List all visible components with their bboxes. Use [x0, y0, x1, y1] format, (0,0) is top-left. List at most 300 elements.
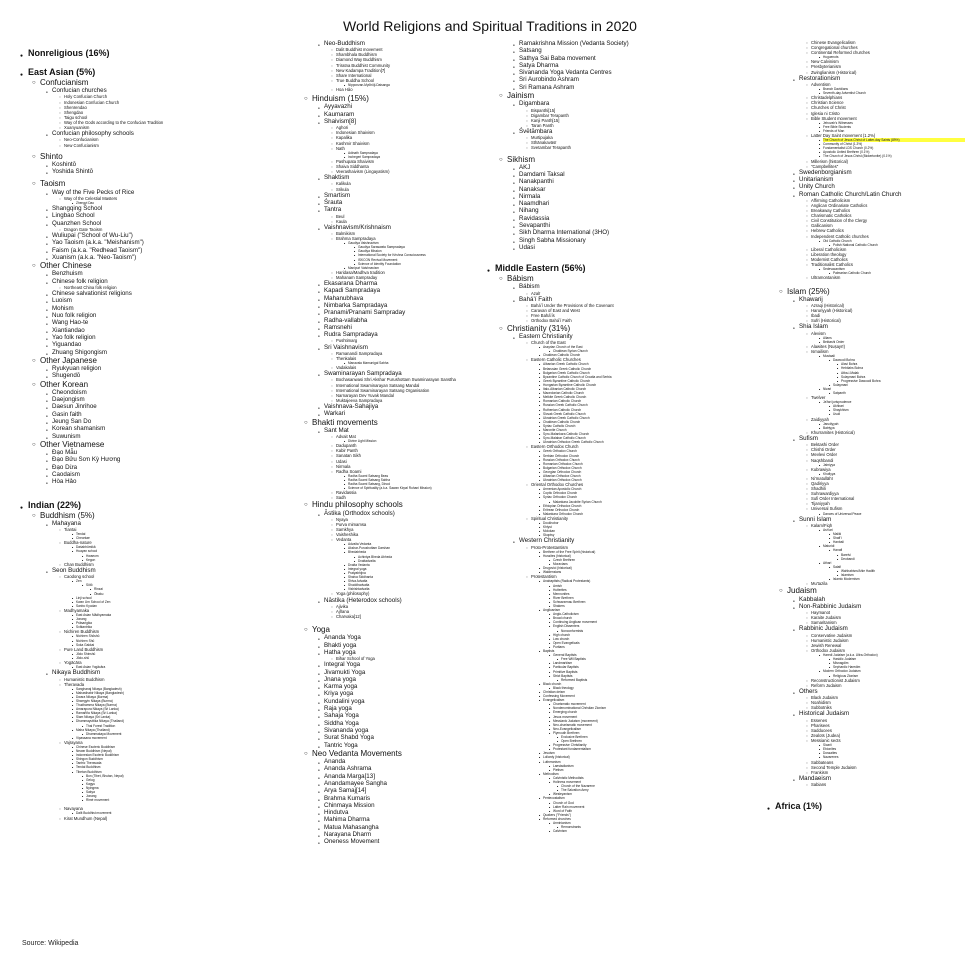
tree-leaf: ■ Shwegyin Nikaya (Burma)	[76, 699, 263, 703]
tree-leaf: ■ Russian Greek Catholic Church	[543, 403, 760, 407]
tree-leaf: ■ The Church of Jesus Christ (Bickertonite) (0.1%)	[823, 154, 965, 158]
tree-leaf: ■ Khlyst	[543, 525, 760, 529]
tree-leaf: ■ Nondenominational Christian Zionism	[553, 706, 760, 710]
tree-subitem: ○ International Swaminarayan Satsang Organisation	[336, 388, 515, 393]
tree-subitem: ○ Kabir Panth	[336, 448, 515, 453]
tree-subitem: ○ Sufri (Historical)	[811, 318, 965, 323]
tree-item: ● Hatha yoga	[324, 649, 515, 656]
tree-leaf: ■ Waldensians	[543, 570, 760, 574]
tree-leaf: ■ Anglo-Catholicism	[553, 612, 760, 616]
tree-leaf: ■ Exclusive Brethren	[561, 735, 760, 739]
tree-item: ● Confucian philosophy schools	[52, 130, 263, 137]
tree-item: ● Satsang	[519, 47, 760, 54]
tree-subitem: ○ Shenrendao	[64, 105, 263, 110]
tree-leaf: ■ Nichiren Shū	[76, 639, 263, 643]
tree-leaf: ■ Ebionites	[823, 747, 965, 751]
tree-item: ● Quanzhen School	[52, 220, 263, 227]
tree-leaf: ■ Assyrian Church of the East	[543, 345, 760, 349]
tree-leaf: ■ Akshar-Purushottam Darshan	[348, 546, 515, 550]
tree-subitem: ○ Free Baháʼís	[531, 313, 760, 318]
tree-leaf: ■ Syriac Catholic Church	[543, 424, 760, 428]
tree-leaf: ■ Bon (Tibet, Bhutan, Nepal)	[86, 774, 263, 778]
tree-leaf: ■ Molokan	[543, 529, 760, 533]
tree-item: ● Oneness Movement	[324, 838, 515, 845]
tree-leaf: ■ Jonang	[76, 617, 263, 621]
tree-subitem: ○ Dadupanth	[336, 443, 515, 448]
tree-item: ● Jivamukti Yoga	[324, 669, 515, 676]
tree-leaf: ■ Tibetan Buddhism	[76, 770, 263, 774]
tree-leaf: ■ Pratyabhijna	[348, 571, 515, 575]
tree-leaf: ■ Messianic Judaism (movement)	[553, 719, 760, 723]
tree-subitem: ○ Spiritual Christianity	[531, 516, 760, 521]
tree-item: ● Shaktism	[324, 174, 515, 181]
tree-branch: ○ Other Japanese	[40, 356, 263, 365]
tree-leaf: ■ Vipassana movement	[76, 736, 263, 740]
tree-subitem: ○ Indonesian Shaivism	[336, 130, 515, 135]
tree-leaf: ■ Free Will Baptists	[561, 657, 760, 661]
tree-leaf: ■ Maturidi	[823, 544, 965, 548]
tree-branch: ○ Confucianism	[40, 78, 263, 87]
tree-leaf: ■ Barelvi	[841, 553, 965, 557]
tree-branch: ○ Other Korean	[40, 380, 263, 389]
tree-item: ● Śvētāmbara	[519, 128, 760, 135]
tree-leaf: ■ Anglicanism	[543, 608, 760, 612]
tree-item: ● Korean shamanism	[52, 425, 263, 432]
tree-leaf: ■ Hwaeom	[86, 554, 263, 558]
tree-leaf: ■ Alavi Bohra	[841, 362, 965, 366]
tree-leaf: ■ Chinese Esoteric Buddhism	[76, 745, 263, 749]
tree-item: ● Baháʼí Faith	[519, 296, 760, 303]
tree-subitem: ○ Svetambar Terapanth	[531, 145, 760, 150]
tree-leaf: ■ Church of the Nazarene	[561, 784, 760, 788]
tree-subitem: ○ Muktajeeva Sampradaya	[336, 398, 515, 403]
tree-branch: ○ Bábism	[507, 274, 760, 283]
tree-item: ● Matua Mahasangha	[324, 824, 515, 831]
tree-item: ● Wang Hao-te	[52, 319, 263, 326]
tree-subitem: ○ Mahanam Sampraday	[336, 275, 515, 280]
tree-item: ● Nanakpanthi	[519, 178, 760, 185]
tree-leaf: ■ Protestant fundamentalism	[553, 747, 760, 751]
tree-leaf: ■ Hanafi	[833, 548, 965, 552]
tree-subitem: ○ Chishti Order	[811, 447, 965, 452]
tree-subitem: ○ Christadelphians	[811, 95, 965, 100]
tree-branch: ○ Jainism	[507, 91, 760, 100]
tree-leaf: ■ Siam Nikaya (Sri Lanka)	[76, 715, 263, 719]
tree-leaf: ■ Palmarian Catholic Church	[833, 271, 965, 275]
tree-leaf: ■ Tendai	[76, 532, 263, 536]
tree-leaf: ■ Friends of Man	[823, 129, 965, 133]
tree-item: ● Daesun Jinrihoe	[52, 403, 263, 410]
tree-leaf: ■ Dhammakaya Movement	[86, 732, 263, 736]
tree-leaf: ■ Shakers	[553, 604, 760, 608]
tree-subitem: ○ Modernist Catholics	[811, 257, 965, 262]
tree-leaf: ■ Akhbari	[833, 404, 965, 408]
tree-subitem: ○ Sufi Order International	[811, 496, 965, 501]
tree-item: ● Nanaksar	[519, 186, 760, 193]
tree-item: ● Nuo folk religion	[52, 312, 263, 319]
tree-subitem: ○ Second Temple Judaism	[811, 765, 965, 770]
tree-subitem: ○ Zealots (Judea)	[811, 733, 965, 738]
tree-leaf: ■ Achintya Bheda Abheda	[358, 555, 515, 559]
tree-item: ● Tantric Yoga	[324, 742, 515, 749]
tree-item: ● Swaminarayan Sampradaya	[324, 370, 515, 377]
tree-item: ● Ayyavazhi	[324, 103, 515, 110]
tree-leaf: ■ Malankara Orthodox Church	[543, 512, 760, 516]
tree-leaf: ■ Shingon Buddhism	[76, 757, 263, 761]
tree-item: ● Đạo Dừa	[52, 464, 263, 471]
tree-subitem: ○ Dalit Buddhist movement	[336, 47, 515, 52]
tree-subitem: ○ Ni'matullāhī	[811, 476, 965, 481]
tree-subitem: ○ Thenkalais	[336, 356, 515, 361]
tree-item: ● Ananda Ashrama	[324, 765, 515, 772]
tree-item: ● Sunni Islam	[799, 516, 965, 523]
tree-subitem: ○ Sthānakavāsī	[531, 140, 760, 145]
tree-subitem: ○ Beul	[336, 214, 515, 219]
tree-subitem: ○ Nirmala	[336, 464, 515, 469]
tree-subitem: ○ Sabbateans	[811, 760, 965, 765]
tree-subitem: ○ Bispanthi[15]	[531, 108, 760, 113]
tree-branch: ○ Sikhism	[507, 155, 760, 164]
tree-leaf: ■ Manipuri Vaishnavism	[348, 266, 515, 270]
tree-item: ● Ramakrishna Mission (Vedanta Society)	[519, 40, 760, 47]
tree-item: ● Caodaism	[52, 471, 263, 478]
tree-leaf: ■ Byzantine Catholic Church of Croatia and Serbia	[543, 375, 760, 379]
tree-subitem: ○ Breakaway Catholics	[811, 208, 965, 213]
tree-leaf: ■ Broad church	[553, 616, 760, 620]
tree-item: ● Chinese folk religion	[52, 278, 263, 285]
tree-item: ● Sikh Dharma International (3HO)	[519, 229, 760, 236]
tree-item: ● Damdami Taksal	[519, 171, 760, 178]
tree-root: ● East Asian (5%)	[28, 67, 263, 78]
tree-leaf: ■ Strict Baptists	[553, 674, 760, 678]
tree-subitem: ○ Theravada	[64, 682, 263, 687]
tree-leaf: ■ Czech Brethren	[553, 558, 760, 562]
tree-subitem: ○ Ravidassia	[336, 490, 515, 495]
tree-leaf: ■ East Asian Mādhyamaka	[76, 613, 263, 617]
tree-leaf: ■ Bulgarian Greek Catholic Church	[543, 371, 760, 375]
tree-leaf: ■ Dvaitadvaita	[358, 559, 515, 563]
tree-leaf: ■ Low church	[553, 637, 760, 641]
tree-leaf: ■ Landmarkism	[553, 661, 760, 665]
tree-item: ● Sri Ramana Ashram	[519, 84, 760, 91]
tree-leaf: ■ Armenian Apostolic Church	[543, 487, 760, 491]
tree-leaf: ■ Gaudiya Mission	[358, 249, 515, 253]
tree-leaf: ■ Maronite Church	[543, 428, 760, 432]
tree-subitem: ○ Latter Day Saint movement (1.2%)	[811, 133, 965, 138]
tree-leaf: ■ Ukrainian Orthodox Greek Catholic Church	[543, 440, 760, 444]
tree-item: ● Siddha Yoga	[324, 720, 515, 727]
tree-branch: ○ Yoga	[312, 625, 515, 634]
tree-subitem: ○ Samkhya	[336, 527, 515, 532]
tree-subitem: ○ Pharisees	[811, 723, 965, 728]
tree-branch: ○ Shinto	[40, 152, 263, 161]
tree-subitem: ○ Advait Mat	[336, 434, 515, 439]
tree-subitem: ○ Ajñana	[336, 609, 515, 614]
tree-subitem: ○ Sadducees	[811, 728, 965, 733]
tree-item: ● Warkari	[324, 410, 515, 417]
tree-item: ● Singh Sabha Missionary	[519, 237, 760, 244]
tree-subitem: ○ Azalī	[531, 291, 760, 296]
tree-subitem: ○ Holy Confucian Church	[64, 94, 263, 99]
tree-subitem: ○ Haridasa/Madhva tradition	[336, 270, 515, 275]
column-1	[28, 40, 263, 821]
tree-leaf: ■ Radha Soami Satsang, Dinod	[348, 482, 515, 486]
tree-item: ● Sahaja Yoga	[324, 712, 515, 719]
tree-subitem: ○ Charvaka[12]	[336, 614, 515, 619]
tree-item: ● Koshintō	[52, 161, 263, 168]
tree-item: ● Sivananda Yoga Vedanta Centres	[519, 69, 760, 76]
tree-subitem: ○ Purva mimamsa	[336, 522, 515, 527]
tree-item: ● Ravidassia	[519, 215, 760, 222]
tree-subitem: ○ Alevism	[811, 331, 965, 336]
tree-leaf: ■ Laestadianism	[553, 764, 760, 768]
tree-item: ● Śrauta	[324, 199, 515, 206]
column-2	[300, 40, 515, 846]
tree-leaf: ■ Cheontae	[76, 536, 263, 540]
tree-item: ● Raja yoga	[324, 705, 515, 712]
tree-leaf: ■ Schwarzenau Brethren	[553, 600, 760, 604]
tree-item: ● Naamdhari	[519, 200, 760, 207]
tree-item: ● Pranami/Pranami Sampraday	[324, 309, 515, 316]
tree-subitem: ○ Vaisheshika	[336, 532, 515, 537]
tree-subitem: ○ Narnarayan Dev Yuvak Mandal	[336, 393, 515, 398]
tree-leaf: ■ Daśabhūmikā	[76, 545, 263, 549]
tree-subitem: ○ Triratna Buddhist Community	[336, 63, 515, 68]
tree-leaf: ■ Pietism	[553, 768, 760, 772]
tree-item: ● Āstika (Orthodox schools)	[324, 510, 515, 517]
tree-subitem: ○ Baháʼí Under the Provisions of the Covenant	[531, 303, 760, 308]
tree-subitem: ○ Bible Student movement	[811, 116, 965, 121]
tree-subitem: ○ Chan Buddhism	[64, 562, 263, 567]
tree-branch: ○ Islam (25%)	[787, 287, 965, 296]
tree-subitem: ○ Suhrawardiyya	[811, 491, 965, 496]
tree-leaf: ■ Nonconformists	[561, 629, 760, 633]
tree-item: ● Wuliupai ("School of Wu-Liu")	[52, 232, 263, 239]
tree-leaf: ■ Advaita Vedanta	[348, 542, 515, 546]
tree-leaf: ■ Evangelicalism	[543, 698, 760, 702]
tree-subitem: ○ Chinese Evangelicalism	[811, 40, 965, 45]
tree-subitem: ○ International Swaminarayan Satsang Mandal	[336, 383, 515, 388]
tree-leaf: ■ Plymouth Brethren	[553, 731, 760, 735]
tree-item: ● Mahima Dharma	[324, 816, 515, 823]
tree-leaf: ■ Science of Identity Foundation	[358, 262, 515, 266]
tree-item: ● Western Christianity	[519, 537, 760, 544]
tree-item: ● Tantra	[324, 206, 515, 213]
tree-subitem: ○ Vajrayana	[64, 740, 263, 745]
tree-branch: ○ Bhakti movements	[312, 418, 515, 427]
tree-leaf: ■ Radha Soami Satsang Beas	[348, 474, 515, 478]
tree-subitem: ○ Bektashi Order	[811, 442, 965, 447]
tree-item: ● Shaivism[8]	[324, 118, 515, 125]
tree-leaf: ■ Quakers ("Friends")	[543, 813, 760, 817]
tree-item: ● Yao Taoism (a.k.a. "Meishanism")	[52, 239, 263, 246]
tree-leaf: ■ Jehovah's Witnesses	[823, 121, 965, 125]
tree-leaf: ■ Dalit Buddhist movement	[76, 811, 263, 815]
tree-subitem: ○ Congregational churches	[811, 45, 965, 50]
tree-leaf: ■ Open Brethren	[561, 739, 760, 743]
tree-leaf: ■ Greek Byzantine Catholic Church	[543, 379, 760, 383]
tree-item: ● Mahanubhava	[324, 295, 515, 302]
tree-subitem: ○ Khurramites (Historical)	[811, 430, 965, 435]
tree-leaf: ■ Jonang	[86, 794, 263, 798]
tree-subitem: ○ Hoa Hảo	[336, 87, 515, 92]
tree-subitem: ○ Kalikula	[336, 181, 515, 186]
tree-item: ● Xuanism (a.k.a. "Neo-Taoism")	[52, 254, 263, 261]
tree-item: ● Benzhuism	[52, 270, 263, 277]
tree-leaf: ■ Huguenots	[823, 55, 965, 59]
tree-branch: ○ Neo Vedanta Movements	[312, 749, 515, 758]
tree-leaf: ■ Methodism	[543, 772, 760, 776]
tree-leaf: ■ Jesus movement	[553, 715, 760, 719]
tree-leaf: ■ Calvinism	[553, 829, 760, 833]
tree-leaf: ■ Tendai Buddhism	[76, 765, 263, 769]
tree-item: ● Khawarij	[799, 296, 965, 303]
tree-leaf: ■ Ōbaku	[94, 592, 263, 596]
tree-leaf: ■ Lutheranism	[543, 760, 760, 764]
tree-leaf: ■ The Salvation Army	[561, 788, 760, 792]
tree-subitem: ○ Northeast China folk religion	[64, 285, 263, 290]
tree-leaf: ■ Vishishtadvaita	[348, 587, 515, 591]
tree-subitem: ○ Pure Land Buddhism	[64, 647, 263, 652]
tree-subitem: ○ Aghori	[336, 125, 515, 130]
tree-subitem: ○ Anglican Ordinariate Catholics	[811, 203, 965, 208]
tree-leaf: ■ Charismatic movement	[553, 702, 760, 706]
tree-subitem: ○ Orthodox Baháʼí Faith	[531, 318, 760, 323]
tree-subitem: ○ Twelver	[811, 395, 965, 400]
tree-subitem: ○ Way of the Gods according to the Confucian Tradition	[64, 120, 263, 125]
tree-leaf: ■ Shafi'i	[833, 536, 965, 540]
tree-leaf: ■ Shaiva Siddhanta	[348, 575, 515, 579]
tree-item: ● Chinese salvationist religions	[52, 290, 263, 297]
tree-leaf: ■ Seventh-day Adventist Church	[823, 91, 965, 95]
tree-subitem: ○ Alawites (Nuṣayrī)	[811, 344, 965, 349]
tree-subitem: ○ Xuanyuanism	[64, 125, 263, 130]
tree-leaf: ■ International Society for Krishna Consciousness	[358, 253, 515, 257]
tree-leaf: ■ Batriyya	[823, 426, 965, 430]
tree-leaf: ■ Black theology	[553, 686, 760, 690]
tree-leaf: ■ Islamic Modernism	[833, 577, 965, 581]
tree-leaf: ■ Thai Forest Tradition	[86, 724, 263, 728]
tree-leaf: ■ Free Bible Students	[823, 125, 965, 129]
tree-item: ● Sathya Sai Baba movement	[519, 55, 760, 62]
tree-leaf: ■ Dhammayuttika Nikaya (Thailand)	[76, 719, 263, 723]
tree-subitem: ○ Church of the East	[531, 340, 760, 345]
tree-item: ● Unitarianism	[799, 176, 965, 183]
tree-item: ● Yoshida Shintō	[52, 168, 263, 175]
tree-subitem: ○ Noahidism	[811, 700, 965, 705]
tree-leaf: ■ Bhedabheda	[348, 550, 515, 554]
tree-subitem: ○ Nichiren Buddhism	[64, 629, 263, 634]
tree-branch: ○ Christianity (31%)	[507, 324, 760, 333]
tree-item: ● Bhakti yoga	[324, 642, 515, 649]
tree-leaf: ■ Atba-i-Malak	[841, 371, 965, 375]
tree-leaf: ■ Huayan school	[76, 549, 263, 553]
tree-root: ● Middle Eastern (56%)	[495, 263, 760, 274]
tree-leaf: ■ Word of Faith	[553, 809, 760, 813]
tree-leaf: ■ Wahhabism/Ahle Hadith	[841, 569, 965, 573]
tree-leaf: ■ Adinath Sampradaya	[348, 151, 515, 155]
tree-root: ● Africa (1%)	[775, 801, 965, 812]
tree-item: ● Vaishnava-Sahajiya	[324, 403, 515, 410]
tree-leaf: ■ Continuing Anglican movement	[553, 620, 760, 624]
tree-leaf: ■ Gelug	[86, 778, 263, 782]
tree-leaf: ■ Dvaita Vedanta	[348, 563, 515, 567]
tree-item: ● Nihang	[519, 207, 760, 214]
tree-leaf: ■ Science of Spirituality (a.k.a. Sawan Kirpal Ruhani Mission)	[348, 486, 515, 490]
tree-leaf: ■ Fundamentalist LDS Church (0.2%)	[823, 146, 965, 150]
tree-subitem: ○ Pashupata Shaivism	[336, 159, 515, 164]
tree-leaf: ■ Sedevacantism	[823, 267, 965, 271]
tree-subitem: ○ Ismailism	[811, 349, 965, 354]
tree-subitem: ○ Eastern Catholic Churches	[531, 357, 760, 362]
tree-leaf: ■ Ruthenian Catholic Church	[543, 408, 760, 412]
tree-branch: ○ Other Chinese	[40, 261, 263, 270]
tree-leaf: ■ Chaldean Catholic Church	[543, 353, 760, 357]
tree-leaf: ■ Open Evangelicals	[553, 641, 760, 645]
tree-subitem: ○ Kashmir Shaivism	[336, 141, 515, 146]
tree-leaf: ■ Community of Christ (1.3%)	[823, 142, 965, 146]
tree-root: ● Indian (22%)	[28, 500, 263, 511]
tree-leaf: ■ Radha Soami Satsang Sabha	[348, 478, 515, 482]
tree-item: ● Sevapanthi	[519, 222, 760, 229]
tree-leaf: ■ Neo-charismatic movement	[553, 723, 760, 727]
tree-item: ● Chinmaya Mission	[324, 802, 515, 809]
tree-subitem: ○ Caravan of East and West	[531, 308, 760, 313]
tree-subitem: ○ Pushtimarg	[336, 338, 515, 343]
tree-leaf: ■ Tantric Theravada	[76, 761, 263, 765]
tree-subitem: ○ Independent Catholic churches	[811, 234, 965, 239]
tree-leaf: ■ Ash'ari	[823, 528, 965, 532]
tree-subitem: ○ Oriental Orthodox Churches	[531, 482, 760, 487]
tree-item: ● Udasi	[519, 244, 760, 251]
tree-leaf: ■ Dwara Nikaya (Burma)	[76, 695, 263, 699]
tree-subitem: ○ Radha Soami	[336, 469, 515, 474]
tree-leaf: ■ Kegon	[86, 558, 263, 562]
tree-leaf: ■ Jarudiyyah	[823, 422, 965, 426]
tree-leaf: ■ Satpanth	[833, 391, 965, 395]
tree-subitem: ○ Subbotniks	[811, 705, 965, 710]
tree-leaf: ■ English Dissenters	[553, 624, 760, 628]
tree-subitem: ○ New Kadampa Tradition[7]	[336, 68, 515, 73]
tree-subitem: ○ Nath	[336, 146, 515, 151]
tree-subitem: ○ Sadh	[336, 495, 515, 500]
tree-subitem: ○ Ajivika	[336, 604, 515, 609]
tree-item: ● Rudra Sampradaya	[324, 331, 515, 338]
tree-subitem: ○ Vedanta	[336, 537, 515, 542]
tree-leaf: ■ ISKCON Revival Movement	[358, 258, 515, 262]
tree-item: ● Shugendō	[52, 372, 263, 379]
tree-leaf: ■ Baptists	[543, 649, 760, 653]
tree-item: ● Roman Catholic Church/Latin Church	[799, 191, 965, 198]
tree-item: ● Bábism	[519, 283, 760, 290]
tree-item: ● Zhuang Shigongism	[52, 349, 263, 356]
tree-item: ● Kapadi Sampradaya	[324, 287, 515, 294]
tree-leaf: ■ Deobandi	[841, 557, 965, 561]
tree-subitem: ○ Iglesia ni Cristo	[811, 111, 965, 116]
tree-subitem: ○ Taran Panth	[531, 123, 760, 128]
tree-subitem: ○ Kirat Mundhum (Nepal)	[64, 816, 263, 821]
tree-subitem: ○ Liberation theology	[811, 252, 965, 257]
tree-leaf: ■ Modern Orthodox Judaism	[823, 669, 965, 673]
tree-item: ● Kabbalah	[799, 596, 965, 603]
tree-leaf: ■ Calvinistic Methodists	[553, 776, 760, 780]
tree-subitem: ○ Civil Constitution of the Clergy	[811, 218, 965, 223]
tree-subitem: ○ Reform Judaism	[811, 683, 965, 688]
tree-leaf: ■ Maliki	[833, 532, 965, 536]
tree-item: ● Integral Yoga	[324, 661, 515, 668]
tree-leaf: ■ Arminianism	[553, 821, 760, 825]
tree-subitem: ○ Karaite Judaism	[811, 615, 965, 620]
